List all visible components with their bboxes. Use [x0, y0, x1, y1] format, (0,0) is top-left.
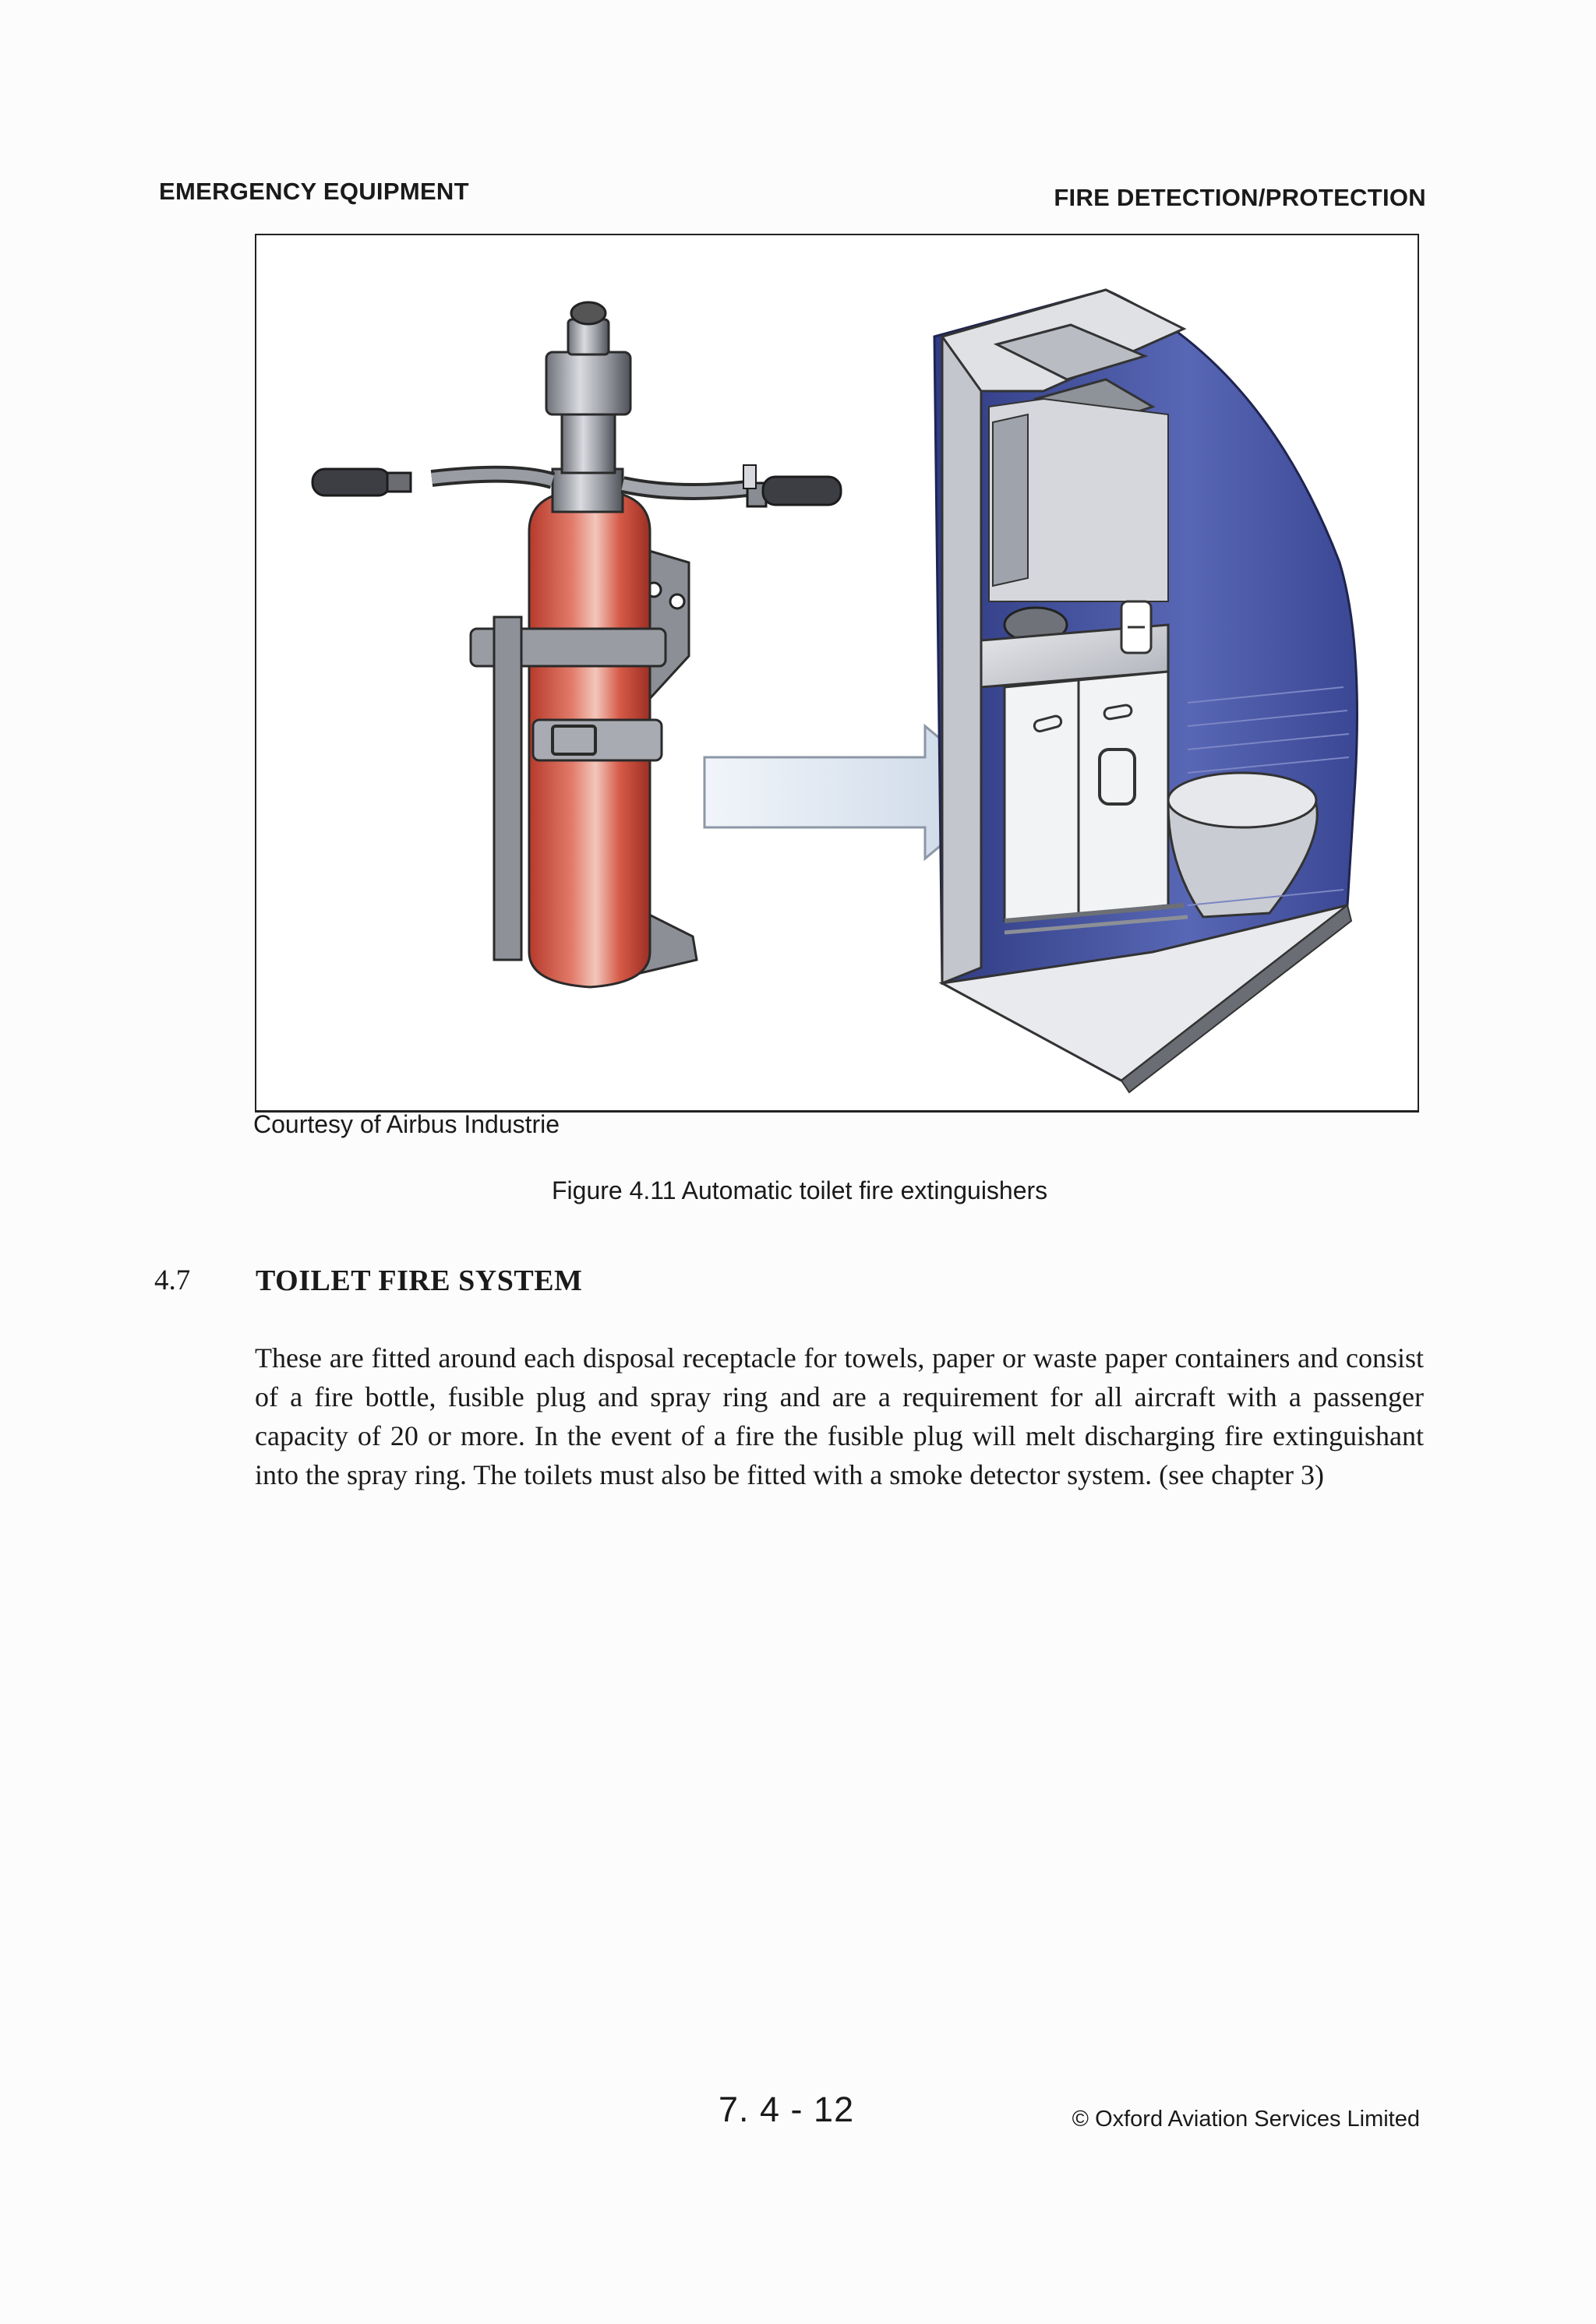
section-body: These are fitted around each disposal receptacle for towels, paper or waste paper containers and consist of a fire bottle, fusible plug and spray ring and are a requirement for all aircraft with a passenger capacity of 20 or more. In the event of a fire the fusible plug will melt discharging fire extinguishant into the spray ring. The toilets must also be fitted with a smoke detector system. (see chapter 3): [255, 1342, 1424, 1490]
figure-credit: Courtesy of Airbus Industrie: [253, 1110, 560, 1138]
valve-head: [546, 302, 630, 512]
copyright-notice: © Oxford Aviation Services Limited: [1072, 2107, 1420, 2132]
page-number: 7. 4 - 12: [719, 2089, 855, 2129]
section-number: 4.7: [154, 1264, 191, 1296]
fire-bottle: [471, 492, 666, 987]
figure-illustration: [256, 235, 1418, 1110]
figure-caption: Figure 4.11 Automatic toilet fire extinguishers: [552, 1176, 1048, 1204]
running-header-left: EMERGENCY EQUIPMENT: [159, 178, 469, 205]
lavatory-cutaway: [934, 290, 1358, 1092]
figure-frame: [255, 234, 1419, 1113]
section-title: TOILET FIRE SYSTEM: [256, 1264, 583, 1297]
running-header-right: FIRE DETECTION/PROTECTION: [1054, 184, 1426, 211]
